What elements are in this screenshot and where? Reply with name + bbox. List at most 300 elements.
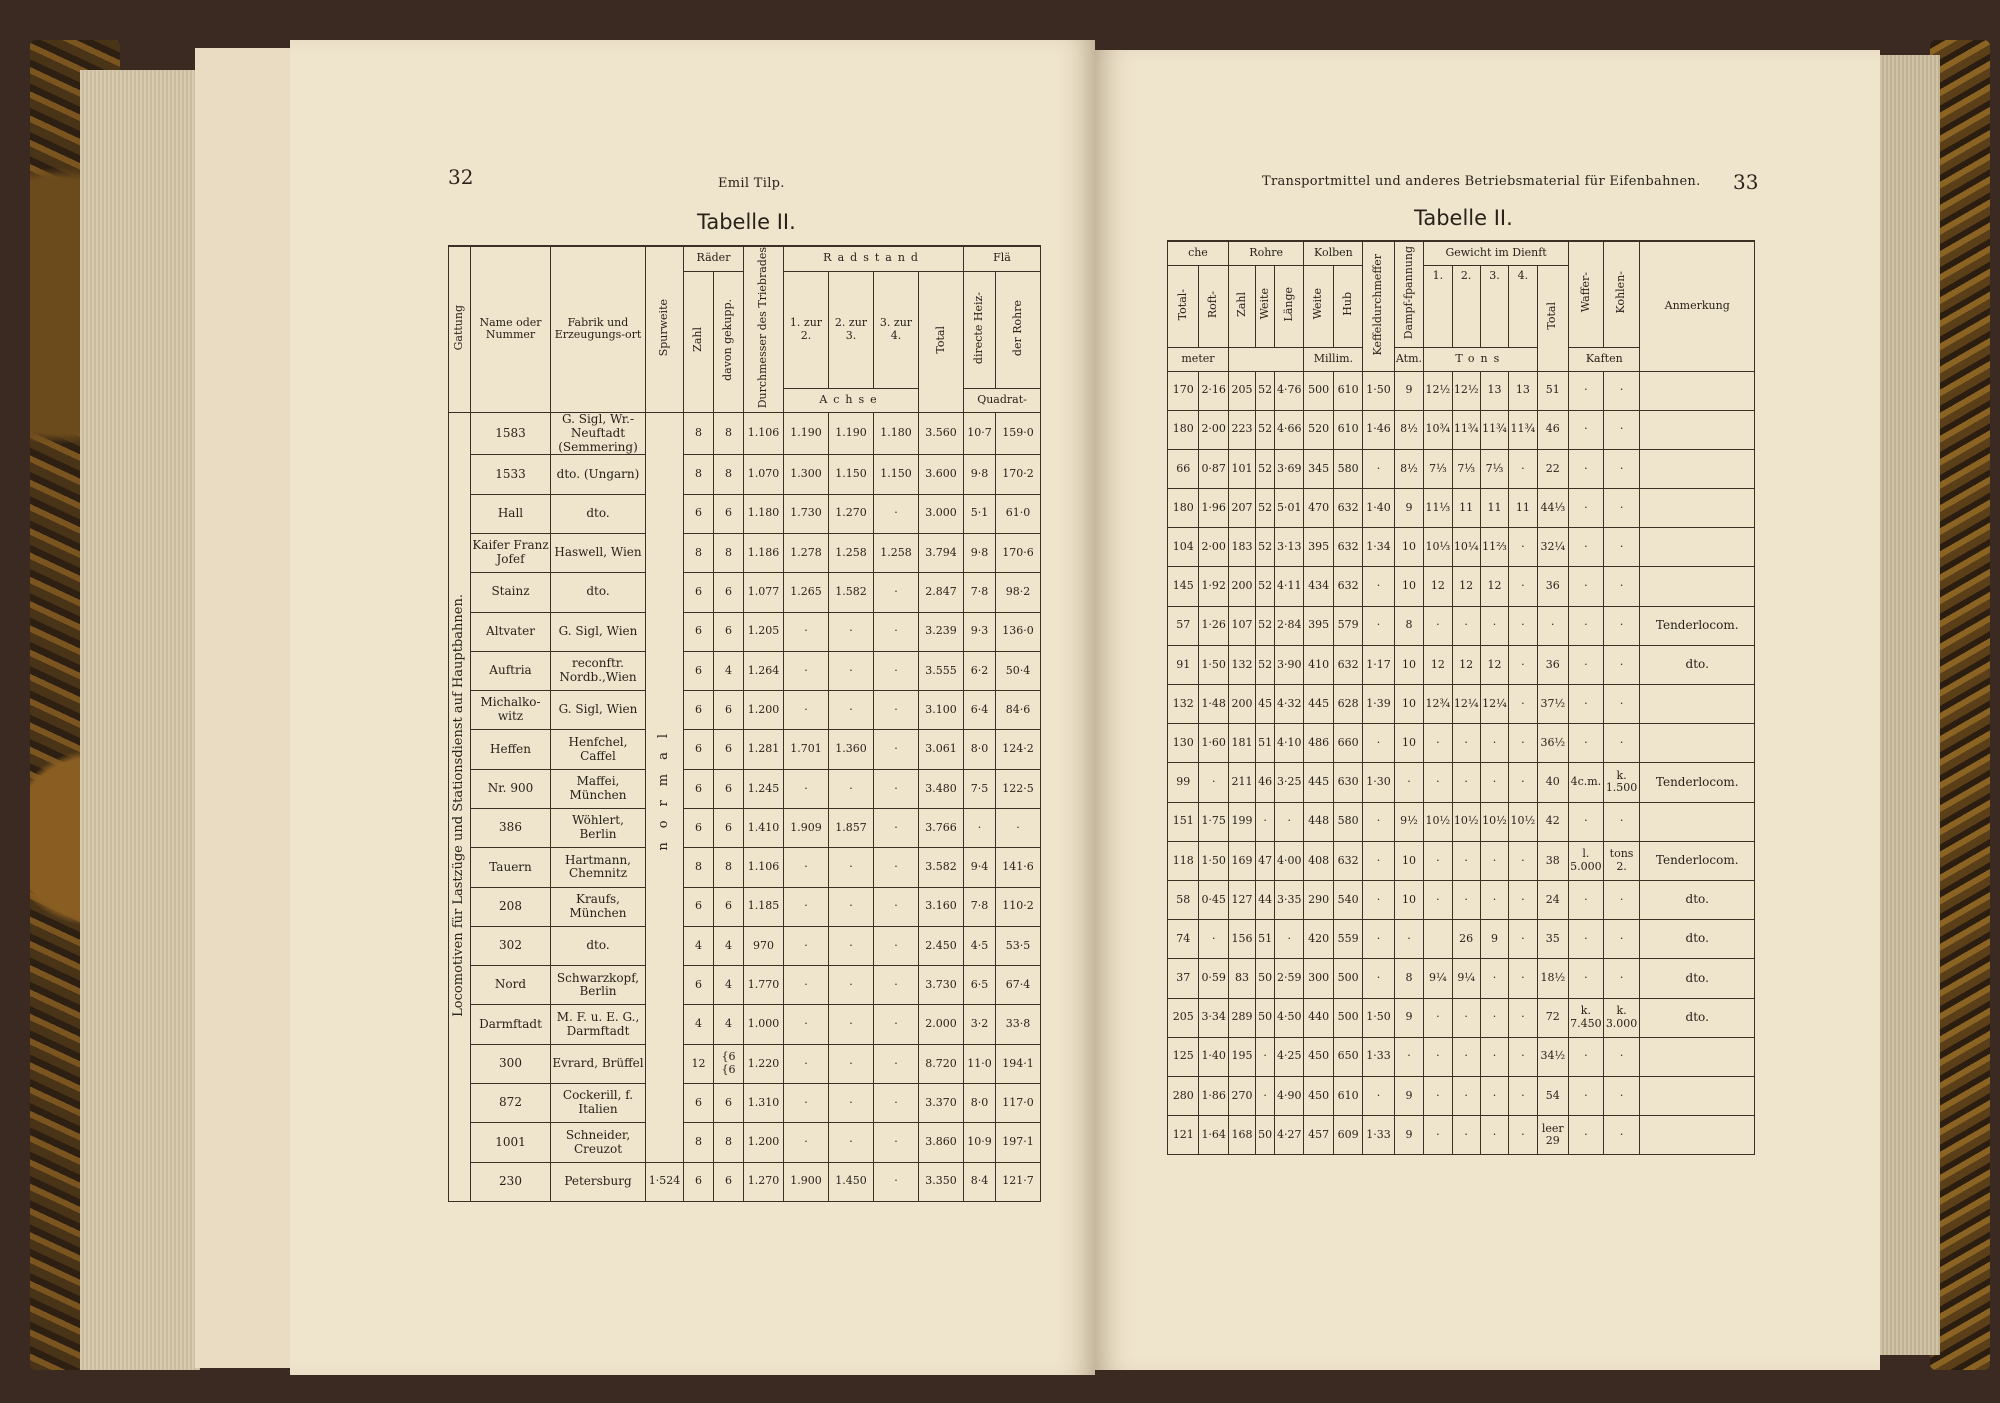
piston-diameter: 520 (1304, 410, 1333, 449)
boiler-diameter: 1·50 (1363, 998, 1394, 1037)
piston-stroke: 628 (1333, 685, 1362, 724)
header-zahl: Zahl (691, 327, 705, 353)
weight-axle-3: · (1480, 1116, 1508, 1155)
tube-count: 83 (1228, 959, 1255, 998)
direct-heating-surface: 10·7 (964, 412, 996, 454)
wheelbase-total: 3.370 (919, 1084, 964, 1123)
wheelbase-total: 3.350 (919, 1162, 964, 1201)
weight-axle-4: 13 (1509, 371, 1537, 410)
axle-spacing-2: 1.450 (829, 1162, 874, 1201)
table-row (1168, 449, 1755, 488)
header-spurweite: Spurweite (657, 298, 671, 357)
locomotive-name: Tauern (471, 848, 551, 887)
coal-box: · (1603, 880, 1640, 919)
header-zahl-r: Zahl (1234, 291, 1248, 317)
drive-wheel-diameter: 1.180 (744, 494, 784, 533)
drive-wheel-diameter: 1.310 (744, 1084, 784, 1123)
table-row (1168, 1037, 1755, 1076)
coupled-count: 8 (714, 848, 744, 887)
tube-count: 169 (1228, 841, 1255, 880)
weight-axle-1: 10¾ (1424, 410, 1452, 449)
water-tank: · (1569, 489, 1604, 528)
piston-stroke: 559 (1333, 920, 1362, 959)
tube-count: 127 (1228, 880, 1255, 919)
piston-stroke: 610 (1333, 410, 1362, 449)
drive-wheel-diameter: 1.205 (744, 612, 784, 651)
drive-wheel-diameter: 1.106 (744, 412, 784, 454)
header-gewicht-total: Total (1545, 302, 1559, 330)
grate-area: 1·64 (1199, 1116, 1228, 1155)
axle-spacing-3: · (874, 808, 919, 847)
manufacturer: M. F. u. E. G., Darmftadt (551, 1005, 646, 1044)
axle-spacing-1: · (784, 1005, 829, 1044)
piston-stroke: 579 (1333, 606, 1362, 645)
remark: dto. (1640, 880, 1755, 919)
coupled-count: {6 {6 (714, 1044, 744, 1083)
tube-diameter: 52 (1256, 410, 1275, 449)
piston-diameter: 445 (1304, 685, 1333, 724)
remark: dto. (1640, 959, 1755, 998)
table-row (1168, 920, 1755, 959)
axle-spacing-2: · (829, 691, 874, 730)
drive-wheel-diameter: 1.200 (744, 691, 784, 730)
locomotive-name: Michalko-witz (471, 691, 551, 730)
header-g1: 1. (1424, 265, 1452, 347)
wheelbase-total: 3.160 (919, 887, 964, 926)
header-achse-3: 3. zur 4. (874, 271, 919, 388)
total-heating-surface: 104 (1168, 528, 1199, 567)
piston-diameter: 408 (1304, 841, 1333, 880)
weight-axle-4: 11 (1509, 489, 1537, 528)
weight-axle-4: · (1509, 959, 1537, 998)
piston-diameter: 448 (1304, 802, 1333, 841)
water-tank: · (1569, 685, 1604, 724)
weight-axle-2: 12 (1452, 645, 1480, 684)
weight-axle-1: 11⅓ (1424, 489, 1452, 528)
direct-heating-surface: 9·4 (964, 848, 996, 887)
header-g2: 2. (1452, 265, 1480, 347)
axle-spacing-1: · (784, 769, 829, 808)
header-g4: 4. (1509, 265, 1537, 347)
locomotive-table-right (1167, 240, 1755, 1155)
axle-spacing-1: · (784, 612, 829, 651)
direct-heating-surface: 8·4 (964, 1162, 996, 1201)
coupled-count: 6 (714, 573, 744, 612)
tube-count: 199 (1228, 802, 1255, 841)
water-tank: · (1569, 449, 1604, 488)
wheel-count: 6 (684, 494, 714, 533)
water-tank: · (1569, 410, 1604, 449)
tube-diameter: 51 (1256, 724, 1275, 763)
weight-axle-2: · (1452, 724, 1480, 763)
weight-axle-4: · (1509, 841, 1537, 880)
axle-spacing-3: · (874, 1162, 919, 1201)
weight-axle-1: · (1424, 1116, 1452, 1155)
table-row (449, 1162, 1041, 1201)
table-row (1168, 1116, 1755, 1155)
tube-heating-surface: 122·5 (996, 769, 1041, 808)
weight-total: 51 (1537, 371, 1569, 410)
coal-box: k. 1.500 (1603, 763, 1640, 802)
manufacturer: dto. (551, 926, 646, 965)
manufacturer: Evrard, Brüffel (551, 1044, 646, 1083)
weight-axle-2: · (1452, 998, 1480, 1037)
tube-length: 4·90 (1275, 1076, 1304, 1115)
weight-axle-1: · (1424, 606, 1452, 645)
piston-stroke: 660 (1333, 724, 1362, 763)
tube-diameter: · (1256, 802, 1275, 841)
direct-heating-surface: 6·5 (964, 966, 996, 1005)
steam-pressure: 10 (1394, 880, 1423, 919)
locomotive-name: 1533 (471, 455, 551, 494)
coupled-count: 6 (714, 1084, 744, 1123)
remark: dto. (1640, 998, 1755, 1037)
coal-box: · (1603, 371, 1640, 410)
weight-axle-1 (1424, 920, 1452, 959)
weight-axle-4: · (1509, 645, 1537, 684)
total-heating-surface: 58 (1168, 880, 1199, 919)
weight-axle-3: 11⅔ (1480, 528, 1508, 567)
locomotive-name: Heffen (471, 730, 551, 769)
tube-heating-surface: 61·0 (996, 494, 1041, 533)
coal-box: · (1603, 959, 1640, 998)
gattung-cell (449, 412, 471, 1201)
table-row (1168, 724, 1755, 763)
table-row (1168, 880, 1755, 919)
boiler-diameter: · (1363, 880, 1394, 919)
table-row (449, 1005, 1041, 1044)
boiler-diameter: · (1363, 841, 1394, 880)
water-tank: l. 5.000 (1569, 841, 1604, 880)
manufacturer: Maffei, München (551, 769, 646, 808)
table-row (1168, 1076, 1755, 1115)
steam-pressure: 9 (1394, 998, 1423, 1037)
weight-axle-3: 9 (1480, 920, 1508, 959)
piston-stroke: 500 (1333, 998, 1362, 1037)
table-row (449, 494, 1041, 533)
axle-spacing-3: · (874, 1005, 919, 1044)
weight-axle-2: 10¼ (1452, 528, 1480, 567)
grate-area: 1·86 (1199, 1076, 1228, 1115)
header-waffer: Waffer- (1578, 272, 1592, 313)
tube-diameter: 50 (1256, 959, 1275, 998)
direct-heating-surface: · (964, 808, 996, 847)
table-row (449, 1084, 1041, 1123)
weight-axle-4: · (1509, 763, 1537, 802)
coal-box: · (1603, 567, 1640, 606)
axle-spacing-3: 1.150 (874, 455, 919, 494)
tube-heating-surface: 159·0 (996, 412, 1041, 454)
direct-heating-surface: 7·5 (964, 769, 996, 808)
weight-axle-1: · (1424, 1037, 1452, 1076)
axle-spacing-2: · (829, 769, 874, 808)
total-heating-surface: 151 (1168, 802, 1199, 841)
table-row (449, 412, 1041, 454)
header-gewicht: Gewicht im Dienft (1424, 241, 1569, 265)
tube-diameter: 52 (1256, 449, 1275, 488)
manufacturer: G. Sigl, Wien (551, 691, 646, 730)
wheel-count: 6 (684, 1084, 714, 1123)
wheelbase-total: 3.600 (919, 455, 964, 494)
boiler-diameter: · (1363, 606, 1394, 645)
tube-length: 3·69 (1275, 449, 1304, 488)
wheelbase-total: 3.860 (919, 1123, 964, 1162)
table-row (449, 966, 1041, 1005)
tube-count: 200 (1228, 567, 1255, 606)
wheelbase-total: 3.061 (919, 730, 964, 769)
direct-heating-surface: 10·9 (964, 1123, 996, 1162)
weight-axle-1: 7⅓ (1424, 449, 1452, 488)
total-heating-surface: 125 (1168, 1037, 1199, 1076)
table-row (1168, 763, 1755, 802)
locomotive-name: 302 (471, 926, 551, 965)
drive-wheel-diameter: 1.077 (744, 573, 784, 612)
weight-axle-4: 10½ (1509, 802, 1537, 841)
header-millim: Millim. (1304, 347, 1363, 371)
total-heating-surface: 132 (1168, 685, 1199, 724)
drive-wheel-diameter: 1.106 (744, 848, 784, 887)
piston-stroke: 500 (1333, 959, 1362, 998)
weight-axle-3: 7⅓ (1480, 449, 1508, 488)
weight-axle-4: 11¾ (1509, 410, 1537, 449)
coupled-count: 6 (714, 887, 744, 926)
weight-axle-4: · (1509, 1076, 1537, 1115)
header-che: che (1168, 241, 1229, 265)
axle-spacing-3: · (874, 1084, 919, 1123)
water-tank: · (1569, 920, 1604, 959)
weight-axle-4: · (1509, 567, 1537, 606)
wheel-count: 6 (684, 769, 714, 808)
wheelbase-total: 3.100 (919, 691, 964, 730)
axle-spacing-2: · (829, 1005, 874, 1044)
coal-box: · (1603, 724, 1640, 763)
header-achse-2: 2. zur 3. (829, 271, 874, 388)
grate-area: 1·75 (1199, 802, 1228, 841)
header-quadrat: Quadrat- (964, 388, 1041, 412)
tube-heating-surface: 33·8 (996, 1005, 1041, 1044)
drive-wheel-diameter: 1.200 (744, 1123, 784, 1162)
header-kohlen: Kohlen- (1614, 271, 1628, 314)
axle-spacing-3: 1.180 (874, 412, 919, 454)
piston-diameter: 470 (1304, 489, 1333, 528)
weight-axle-1: · (1424, 724, 1452, 763)
steam-pressure: 8½ (1394, 449, 1423, 488)
table-row (1168, 371, 1755, 410)
steam-pressure: 9 (1394, 489, 1423, 528)
wheelbase-total: 8.720 (919, 1044, 964, 1083)
spurweite-cell (646, 412, 684, 1162)
locomotive-name: 208 (471, 887, 551, 926)
piston-diameter: 500 (1304, 371, 1333, 410)
tube-length: 4·50 (1275, 998, 1304, 1037)
boiler-diameter: · (1363, 802, 1394, 841)
coupled-count: 8 (714, 1123, 744, 1162)
table-row (1168, 489, 1755, 528)
tube-heating-surface: 124·2 (996, 730, 1041, 769)
boiler-diameter: · (1363, 449, 1394, 488)
axle-spacing-2: 1.150 (829, 455, 874, 494)
tube-heating-surface: 53·5 (996, 926, 1041, 965)
weight-total: 42 (1537, 802, 1569, 841)
piston-stroke: 632 (1333, 645, 1362, 684)
axle-spacing-1: 1.265 (784, 573, 829, 612)
total-heating-surface: 91 (1168, 645, 1199, 684)
water-tank: · (1569, 1116, 1604, 1155)
coal-box: · (1603, 489, 1640, 528)
steam-pressure: · (1394, 763, 1423, 802)
header-gekuppelt: davon gekupp. (721, 298, 735, 381)
weight-axle-3: · (1480, 724, 1508, 763)
tube-length: 4·27 (1275, 1116, 1304, 1155)
tube-length: · (1275, 802, 1304, 841)
weight-axle-3: · (1480, 959, 1508, 998)
tube-length: 4·76 (1275, 371, 1304, 410)
manufacturer: G. Sigl, Wr.-Neuftadt (Semmering) (551, 412, 646, 454)
weight-axle-1: 12½ (1424, 371, 1452, 410)
tube-heating-surface: 121·7 (996, 1162, 1041, 1201)
table-row (449, 926, 1041, 965)
tube-count: 207 (1228, 489, 1255, 528)
coal-box: · (1603, 606, 1640, 645)
header-total: Total (933, 326, 947, 354)
water-tank: · (1569, 1037, 1604, 1076)
axle-spacing-2: 1.582 (829, 573, 874, 612)
header-durchmesser: Durchmesser des Triebrades (756, 247, 770, 409)
axle-spacing-2: 1.190 (829, 412, 874, 454)
weight-axle-4: · (1509, 449, 1537, 488)
coupled-count: 8 (714, 412, 744, 454)
axle-spacing-3: · (874, 494, 919, 533)
remark (1640, 489, 1755, 528)
tube-count: 168 (1228, 1116, 1255, 1155)
axle-spacing-1: 1.190 (784, 412, 829, 454)
tube-diameter: 50 (1256, 1116, 1275, 1155)
piston-stroke: 632 (1333, 489, 1362, 528)
remark (1640, 685, 1755, 724)
tube-diameter: 52 (1256, 567, 1275, 606)
table-row (1168, 410, 1755, 449)
axle-spacing-3: · (874, 612, 919, 651)
remark: dto. (1640, 645, 1755, 684)
direct-heating-surface: 3·2 (964, 1005, 996, 1044)
axle-spacing-1: · (784, 651, 829, 690)
tube-heating-surface: 194·1 (996, 1044, 1041, 1083)
coal-box: · (1603, 1076, 1640, 1115)
weight-axle-3: · (1480, 1076, 1508, 1115)
weight-total: 38 (1537, 841, 1569, 880)
total-heating-surface: 130 (1168, 724, 1199, 763)
tube-diameter: 52 (1256, 528, 1275, 567)
weight-total: leer 29 (1537, 1116, 1569, 1155)
drive-wheel-diameter: 1.000 (744, 1005, 784, 1044)
weight-axle-2: 26 (1452, 920, 1480, 959)
weight-axle-2: 12½ (1452, 371, 1480, 410)
weight-total: 22 (1537, 449, 1569, 488)
wheel-count: 6 (684, 573, 714, 612)
water-tank: · (1569, 959, 1604, 998)
grate-area: 1·50 (1199, 645, 1228, 684)
manufacturer: Henfchel, Caffel (551, 730, 646, 769)
axle-spacing-1: · (784, 691, 829, 730)
coal-box: · (1603, 802, 1640, 841)
axle-spacing-2: · (829, 848, 874, 887)
weight-axle-3: 12¼ (1480, 685, 1508, 724)
drive-wheel-diameter: 1.186 (744, 533, 784, 572)
wheel-count: 6 (684, 808, 714, 847)
drive-wheel-diameter: 1.770 (744, 966, 784, 1005)
steam-pressure: 10 (1394, 841, 1423, 880)
header-achse: Achse (784, 388, 919, 412)
boiler-diameter: 1·33 (1363, 1116, 1394, 1155)
wheel-count: 6 (684, 691, 714, 730)
coupled-count: 6 (714, 494, 744, 533)
axle-spacing-3: · (874, 1123, 919, 1162)
remark (1640, 410, 1755, 449)
tube-heating-surface: 50·4 (996, 651, 1041, 690)
axle-spacing-1: 1.701 (784, 730, 829, 769)
total-heating-surface: 121 (1168, 1116, 1199, 1155)
grate-area: 1·60 (1199, 724, 1228, 763)
weight-axle-2: 11¾ (1452, 410, 1480, 449)
tube-heating-surface: 117·0 (996, 1084, 1041, 1123)
direct-heating-surface: 8·0 (964, 1084, 996, 1123)
weight-axle-1: · (1424, 998, 1452, 1037)
direct-heating-surface: 4·5 (964, 926, 996, 965)
piston-stroke: 632 (1333, 841, 1362, 880)
manufacturer: Haswell, Wien (551, 533, 646, 572)
axle-spacing-2: · (829, 926, 874, 965)
header-kessel: Keffeldurchmeffer (1371, 253, 1385, 356)
weight-axle-3: 12 (1480, 645, 1508, 684)
locomotive-name: Hall (471, 494, 551, 533)
grate-area: 2·16 (1199, 371, 1228, 410)
piston-stroke: 632 (1333, 567, 1362, 606)
axle-spacing-2: 1.270 (829, 494, 874, 533)
remark: dto. (1640, 920, 1755, 959)
weight-axle-2: · (1452, 606, 1480, 645)
weight-total: 35 (1537, 920, 1569, 959)
coupled-count: 6 (714, 691, 744, 730)
remark (1640, 1116, 1755, 1155)
piston-diameter: 440 (1304, 998, 1333, 1037)
piston-stroke: 630 (1333, 763, 1362, 802)
axle-spacing-2: 1.258 (829, 533, 874, 572)
coal-box: · (1603, 920, 1640, 959)
steam-pressure: 8½ (1394, 410, 1423, 449)
steam-pressure: · (1394, 920, 1423, 959)
header-hub: Hub (1340, 292, 1354, 317)
piston-diameter: 345 (1304, 449, 1333, 488)
table-row (1168, 528, 1755, 567)
total-heating-surface: 118 (1168, 841, 1199, 880)
tube-count: 223 (1228, 410, 1255, 449)
piston-diameter: 290 (1304, 880, 1333, 919)
manufacturer: Schneider, Creuzot (551, 1123, 646, 1162)
wheelbase-total: 3.480 (919, 769, 964, 808)
weight-axle-2: 9¼ (1452, 959, 1480, 998)
grate-area: 0·87 (1199, 449, 1228, 488)
tube-length: 3·13 (1275, 528, 1304, 567)
piston-stroke: 609 (1333, 1116, 1362, 1155)
weight-axle-2: 11 (1452, 489, 1480, 528)
piston-diameter: 457 (1304, 1116, 1333, 1155)
table-title-right: Tabelle II. (1414, 206, 1513, 230)
tube-diameter: 45 (1256, 685, 1275, 724)
grate-area: 1·40 (1199, 1037, 1228, 1076)
wheel-count: 12 (684, 1044, 714, 1083)
direct-heating-surface: 9·8 (964, 455, 996, 494)
tube-heating-surface: 67·4 (996, 966, 1041, 1005)
